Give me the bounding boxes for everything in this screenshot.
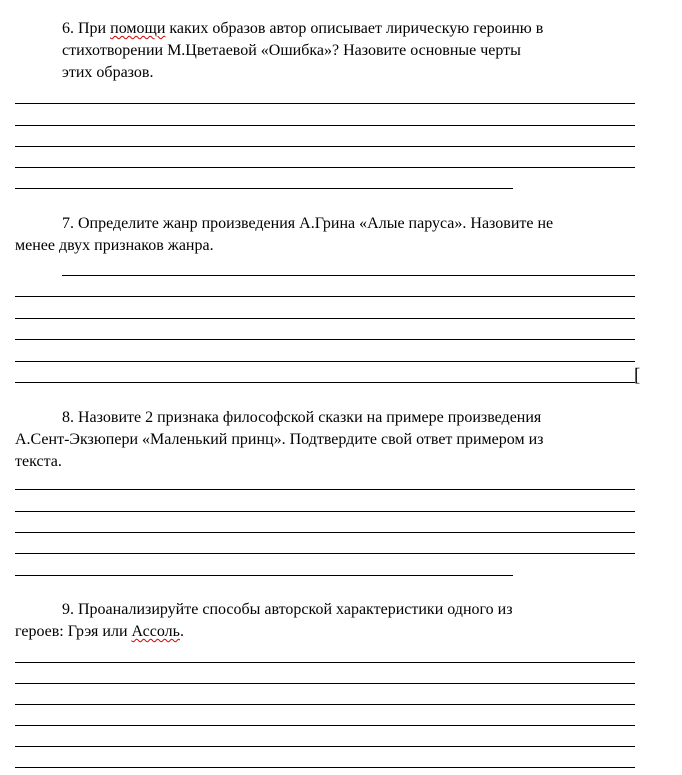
answer-line[interactable] bbox=[15, 167, 635, 168]
question-text: 6. При bbox=[62, 20, 111, 37]
answer-line[interactable] bbox=[15, 767, 635, 768]
question-text: А.Сент-Экзюпери «Маленький принц». Подтвердите свой ответ примером из bbox=[15, 431, 544, 448]
answer-line[interactable] bbox=[15, 511, 635, 512]
question-6-line-2 bbox=[62, 40, 521, 62]
misspelled-word[interactable]: помощи bbox=[110, 20, 166, 37]
question-text: героев: Грэя или bbox=[15, 623, 132, 640]
text-cursor: [ bbox=[634, 365, 641, 386]
answer-line[interactable] bbox=[15, 188, 513, 189]
answer-line[interactable] bbox=[15, 103, 635, 104]
question-6 bbox=[0, 0, 682, 90]
question-7-line-1 bbox=[62, 213, 553, 235]
question-text: каких образов автор описывает лирическую героиню в bbox=[165, 20, 544, 37]
question-8-line-3 bbox=[15, 451, 62, 473]
question-8-line-2 bbox=[15, 429, 543, 451]
answer-line[interactable] bbox=[15, 532, 635, 533]
question-text: стихотворении М.Цветаевой «Ошибка»? Назовите основные черты bbox=[62, 42, 521, 59]
answer-line[interactable] bbox=[15, 361, 635, 362]
answer-line[interactable] bbox=[15, 725, 635, 726]
question-text: 7. Определите жанр произведения А.Грина «Алые паруса». Назовите не bbox=[62, 215, 554, 232]
question-text: текста. bbox=[15, 453, 62, 470]
question-text: этих образов. bbox=[62, 64, 154, 81]
answer-line[interactable] bbox=[15, 296, 635, 297]
answer-line[interactable] bbox=[15, 575, 513, 576]
question-6-line-1 bbox=[62, 18, 543, 40]
question-text: менее двух признаков жанра. bbox=[15, 237, 214, 254]
question-text: 8. Назовите 2 признака философской сказки на примере произведения bbox=[62, 409, 542, 426]
answer-line[interactable] bbox=[15, 553, 635, 554]
question-text: . bbox=[179, 623, 184, 640]
question-text: 9. Проанализируйте способы авторской характеристики одного из bbox=[62, 601, 513, 618]
question-8-line-1 bbox=[62, 407, 541, 429]
question-6-line-3 bbox=[62, 62, 153, 84]
answer-line[interactable] bbox=[15, 339, 635, 340]
answer-line[interactable] bbox=[15, 382, 635, 383]
answer-line[interactable] bbox=[15, 662, 635, 663]
question-9-line-2 bbox=[15, 621, 184, 643]
misspelled-word[interactable]: Ассоль bbox=[131, 623, 180, 640]
answer-line[interactable] bbox=[15, 489, 635, 490]
answer-line[interactable] bbox=[15, 683, 635, 684]
answer-line[interactable] bbox=[15, 125, 635, 126]
answer-line[interactable] bbox=[15, 318, 635, 319]
answer-line[interactable] bbox=[62, 275, 635, 276]
question-7-line-2 bbox=[15, 235, 214, 257]
question-9-line-1 bbox=[62, 599, 513, 621]
answer-line[interactable] bbox=[15, 146, 635, 147]
answer-line[interactable] bbox=[15, 746, 635, 747]
answer-line[interactable] bbox=[15, 704, 635, 705]
